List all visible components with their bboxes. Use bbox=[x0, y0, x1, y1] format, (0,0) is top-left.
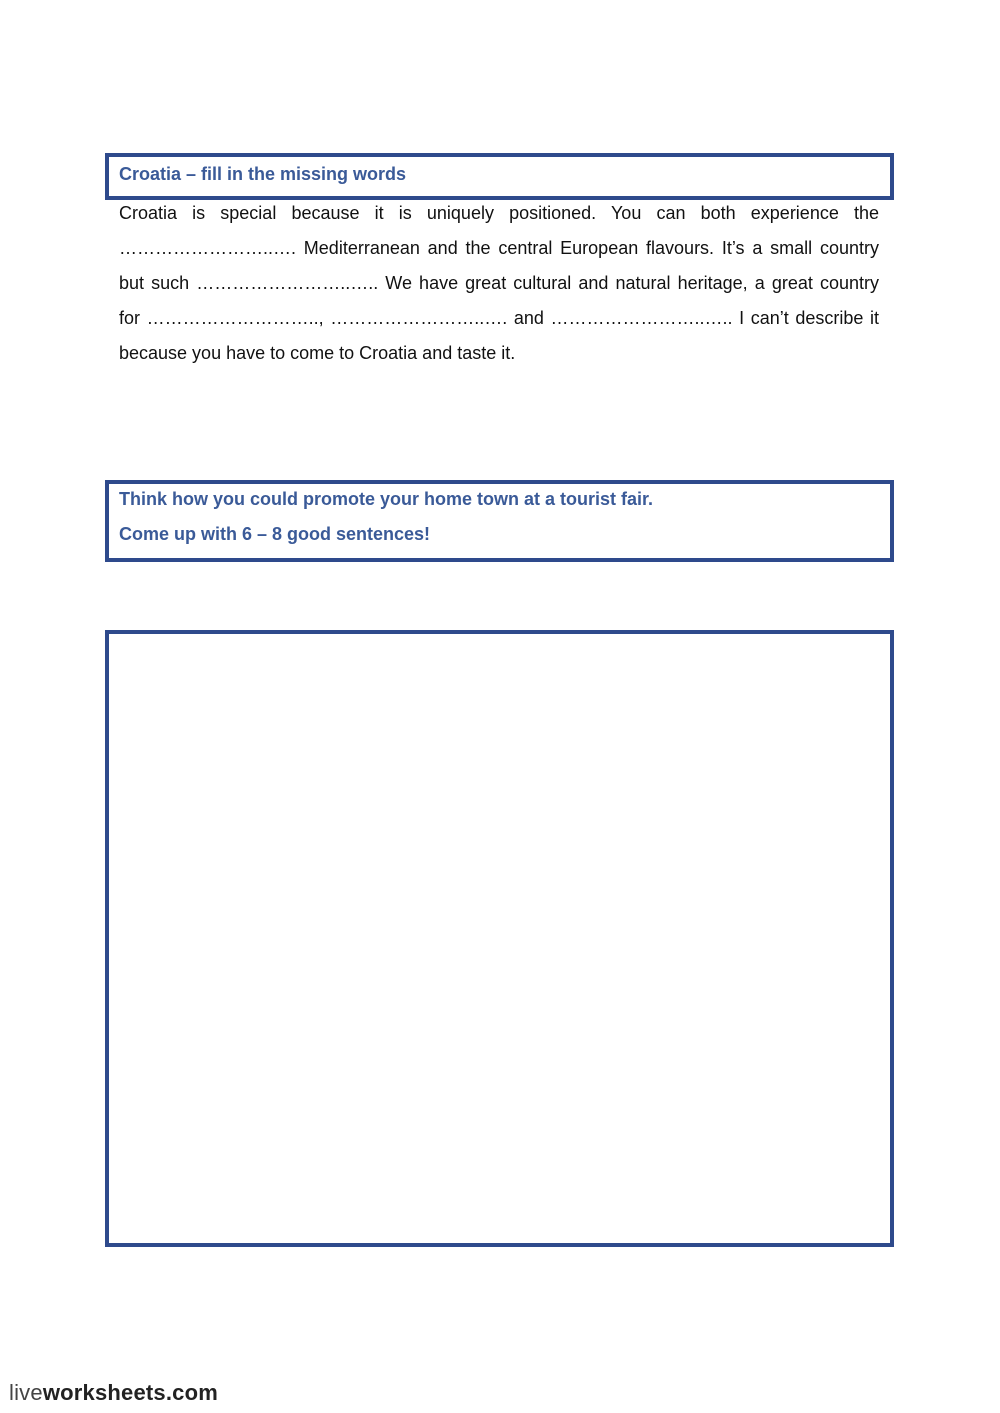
task-instruction-1: Think how you could promote your home town at a tourist fair. bbox=[119, 489, 654, 509]
fill-in-passage: Croatia is special because it is uniquely positioned. You can both experience the ……………………..…. Mediterranean and the central European flavours. It’s a small country but such ……………………..….. We have great cultural and natural heritage, a great country for ……………………….., ……………………..…. and ……………………..….. I can’t describe it because you have to come to Croatia and taste it. bbox=[119, 203, 879, 363]
section1-heading: Croatia – fill in the missing words bbox=[119, 164, 407, 184]
logo-worksheets-text: worksheets.com bbox=[42, 1380, 219, 1405]
title-box bbox=[105, 153, 894, 200]
logo-live-text: live bbox=[9, 1380, 43, 1405]
task-box bbox=[105, 480, 894, 562]
task-instruction-2: Come up with 6 – 8 good sentences! bbox=[119, 524, 431, 544]
liveworksheets-logo bbox=[9, 1380, 218, 1406]
answer-area[interactable] bbox=[105, 630, 894, 1247]
